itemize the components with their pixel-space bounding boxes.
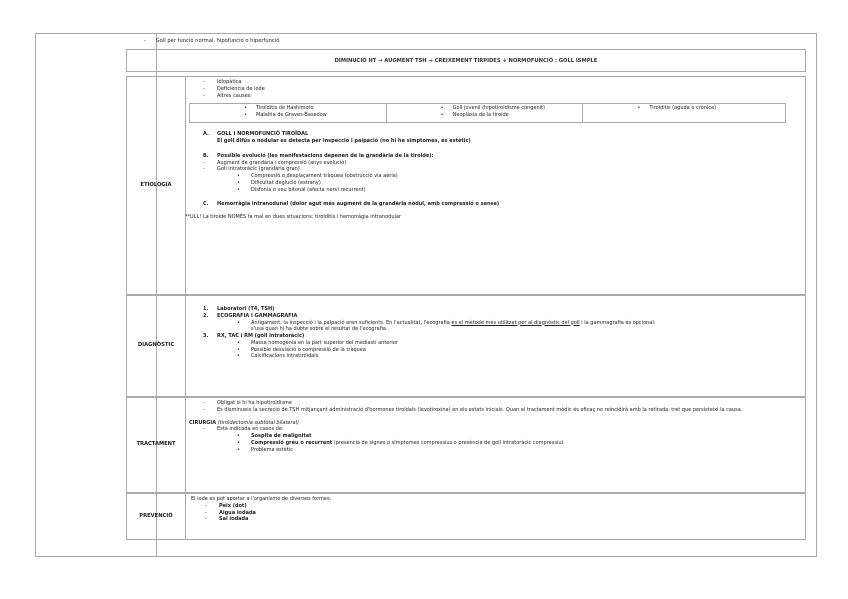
prevencio-row xyxy=(126,493,806,540)
list-item: - Està indicada en casos de: xyxy=(203,426,284,433)
list-item: • Goll juvenil (hipotiroïdisme congènit) xyxy=(440,105,545,112)
section-c-title: C. Hemorràgia intranodunal (dolor agut més augment de la grandària nòdul, amb compressió o sense) xyxy=(203,201,500,208)
prevencio-body xyxy=(191,496,801,523)
diagnostic-body xyxy=(189,306,801,360)
list-item: • Massa homogènia en la part superior del mediastí anterior xyxy=(237,339,398,346)
tractament-body xyxy=(189,400,801,453)
list-item: • Sospita de malignitat xyxy=(237,433,312,439)
intro-note: - Goll per funció normal, hipofunció o hiperfunció xyxy=(144,38,280,44)
list-item: - Augment de grandària i compressió (anys evolució) xyxy=(203,159,347,166)
list-item: • Dificultat deglució (estrany) xyxy=(237,179,321,186)
list-item: • Calcificacions intratiroïdals xyxy=(237,353,319,360)
diag-item-3: 3. RX, TAC i RM (goll intratoràcic) xyxy=(203,333,305,339)
pathophysiology-formula: DIMINUCIÓ HT → AUGMENT TSH → CREIXEMENT TIRPIDES + NORMOFUNCIÓ : GOLL ISMPLE xyxy=(126,49,806,72)
causes-table xyxy=(189,103,786,123)
list-item: - Altres causes: xyxy=(203,92,252,99)
list-item: - Es disminueix la secreció de TSH mitjançant administració d'hormones tiroïdals (levotiroxina) en els estats inicials. Quan el tractament mèdic és eficaç no reincidirà amb la retirada, tret que persisteixi la causa. xyxy=(203,406,743,413)
list-item: - Goll intratoràcic (grandària gran) xyxy=(203,166,300,173)
section-a-title: A. GOLL I NORMOFUNCIÓ TIROÏDAL xyxy=(203,131,309,138)
list-item: - Obligat si hi ha hipotiroïdisme xyxy=(203,400,292,406)
prevencio-label: PREVENCIÓ xyxy=(127,494,186,539)
etiologia-note: **ULL! La tiroide NOMÉS fa mal en dues situacions: tiroïditis i hemorràgia intranodular xyxy=(185,214,401,220)
prevencio-intro: El iode es pot aportar a l'organisme de diverses formes: xyxy=(191,496,332,502)
list-item: • Compressió o desplaçament tràquea (obstrucció via aèria) xyxy=(237,173,398,179)
intro-text: Goll per funció normal, hipofunció o hiperfunció xyxy=(155,38,280,44)
etiologia-body xyxy=(185,79,801,221)
diag-item-2: 2. ECOGRAFIA I GAMMAGRAFIA xyxy=(203,312,298,319)
etiologia-row xyxy=(126,76,806,295)
diag-item-2-cont: s'usa quan hi ha dubte sobre el resultat de l'ecografia. xyxy=(251,326,388,333)
tractament-label: TRACTAMENT xyxy=(127,398,186,492)
section-a-text: El goll difús o nodular es detecta per inspecció i palpació (no hi ha símptomes, és estètic) xyxy=(217,138,471,144)
list-item: • Neoplàsia de la tiroide xyxy=(440,112,509,118)
diagnostic-label: DIAGNÒSTIC xyxy=(127,296,186,396)
list-item: • Antigament, la inspecció i la palpació eren suficients. En l'actualitat, l'ecografia és el mètode més utilitzat per al diagnòstic del goll i la gammagrafia és opcional: xyxy=(237,319,656,326)
tractament-row xyxy=(126,397,806,493)
diag-item-1: 1. Laboratori (T4, TSH) xyxy=(203,306,275,312)
list-item: - Idiopàtica xyxy=(203,79,242,85)
list-item: - Aigua iodada xyxy=(205,509,256,516)
etiologia-label: ETIOLOGIA xyxy=(127,77,186,294)
list-item: • Possible desviació o compressió de la tràquea xyxy=(237,346,366,353)
cirurgia-heading: CIRURGIA (tiroïdectomia subtotal bilateral) xyxy=(189,419,299,426)
list-item: - Peix (dot) xyxy=(205,502,247,509)
list-item: • Tiroïditis (aguda o crònica) xyxy=(637,105,717,112)
list-item: • Problema estètic xyxy=(237,446,293,453)
list-item: - Sal iodada xyxy=(205,516,249,523)
diagnostic-row xyxy=(126,295,806,397)
list-item: - Deficiència de iode xyxy=(203,85,265,92)
list-item: • Disfonia o veu bitonal (afecta nervi recurrent) xyxy=(237,186,366,193)
list-item: • Compressió greu o recurrent (presència de signes o símptomes compressius o presència de goll intratoràcic compressiu) xyxy=(237,439,564,446)
list-item: • Malaltia de Graves-Basedow xyxy=(244,112,327,118)
list-item: • Tiroïditis de Hashimoto xyxy=(244,105,314,112)
section-b-title: B. Possible evolució (les manifestacions depenen de la grandària de la tiroide): xyxy=(203,152,434,159)
